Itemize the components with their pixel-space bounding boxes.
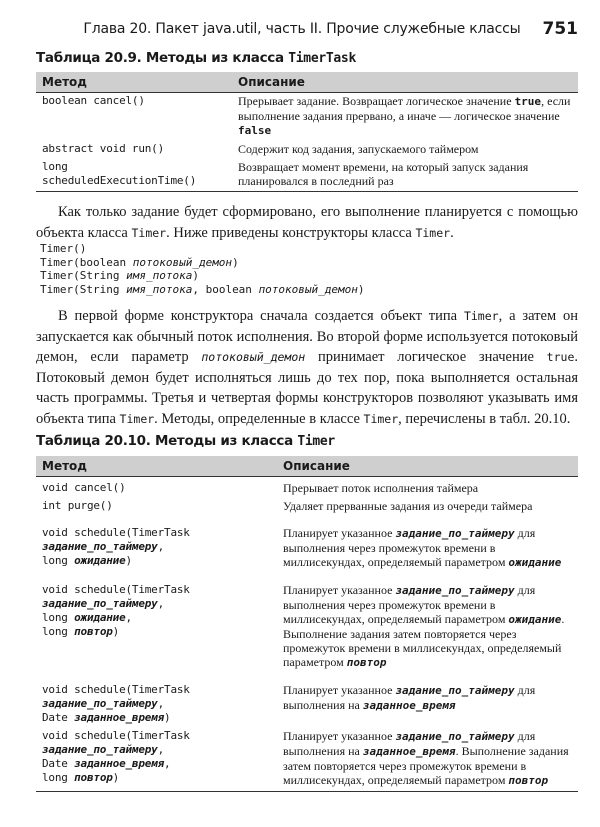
paragraph-intro: Как только задание будет сформировано, его выполнение планируется с помощью объекта класса Timer. Ниже приведены конструкторы класса Timer. [36,204,578,241]
description-cell: Прерывает поток исполнения таймера [283,481,479,495]
method-cell: void schedule(TimerTask задание_по_таймеру, Date заданное_время, long повтор) [36,728,277,792]
description-cell: Содержит код задания, запускаемого таймером [238,142,479,156]
table-row [36,728,578,792]
method-cell: void schedule(TimerTask задание_по_таймеру, Date заданное_время) [42,683,190,724]
method-cell: abstract void run() [42,142,165,155]
table-20-9-caption: Таблица 20.9. Методы из класса TimerTask [36,50,356,66]
constructor-listing [40,242,365,296]
description-cell: Планирует указанное задание_по_таймеру для выполнения на заданное_время [283,683,536,712]
code-line: Timer(String имя_потока, boolean потоковый_демон) [40,282,365,296]
method-cell: void schedule(TimerTask задание_по_таймеру, long ожидание, long повтор) [42,583,190,638]
method-cell: boolean cancel() [42,94,145,107]
description-cell: Удаляет прерванные задания из очереди таймера [283,499,533,513]
table-row [36,93,578,142]
table-row [36,141,578,159]
code-line: Timer(String имя_потока) [40,269,199,282]
column-header-description: Описание [277,456,578,477]
code-line: Timer() [40,242,87,255]
description-cell: Прерывает задание. Возвращает логическое значение true, если выполнение задания прервано, а иначе — логическое значение false [238,94,571,137]
table-row [36,159,578,192]
table-row [36,525,578,582]
method-cell: int purge() [42,499,113,512]
running-title: Глава 20. Пакет java.util, часть II. Прочие служебные классы [83,21,521,37]
table-row [36,498,578,525]
description-cell: Планирует указанное задание_по_таймеру для выполнения на заданное_время. Выполнение задания затем повторяется через промежуток времени в миллисекундах, определяемый параметром повтор [277,728,578,792]
column-header-method: Метод [36,72,232,93]
table-20-10 [36,456,578,792]
column-header-description: Описание [232,72,578,93]
table-row [36,582,578,682]
table-header-row [36,72,578,93]
paragraph-constructors: В первой форме конструктора сначала создается объект типа Timer, а затем он запускается как обычный поток исполнения. Во второй форме используется потоковый демон, если параметр потоковый_демон принимает логическое значение true. Потоковый демон будет исполняться лишь до тех пор, пока выполняется остальная часть программы. Третья и четвертая формы конструкторов позволяют указывать имя объекта типа Timer. Методы, определенные в классе Timer, перечислены в табл. 20.10. [36,308,579,427]
description-cell: Возвращает момент времени, на который запуск задания планировался в последний раз [232,159,578,192]
table-row [36,477,578,499]
description-cell: Планирует указанное задание_по_таймеру для выполнения через промежуток времени в миллисекундах, определяемый параметром ожидание [283,526,562,569]
table-row [36,682,578,728]
page-number: 751 [542,19,578,39]
caption-class-name: TimerTask [288,51,356,66]
table-20-10-caption: Таблица 20.10. Методы из класса Timer [36,433,335,449]
method-cell: void cancel() [42,481,126,494]
description-cell: Планирует указанное задание_по_таймеру для выполнения через промежуток времени в миллисекундах, определяемый параметром ожидание. Выполнение задания затем повторяется через промежуток времени в миллисекундах, определяемый параметром повтор [283,583,565,669]
caption-class-name: Timer [297,434,335,449]
code-line: Timer(boolean потоковый_демон) [40,255,239,269]
method-cell: long scheduledExecutionTime() [36,159,232,192]
page-header [36,14,578,44]
table-header-row [36,456,578,477]
method-cell: void schedule(TimerTask задание_по_таймеру, long ожидание) [42,526,190,567]
table-20-9 [36,72,578,192]
column-header-method: Метод [36,456,277,477]
